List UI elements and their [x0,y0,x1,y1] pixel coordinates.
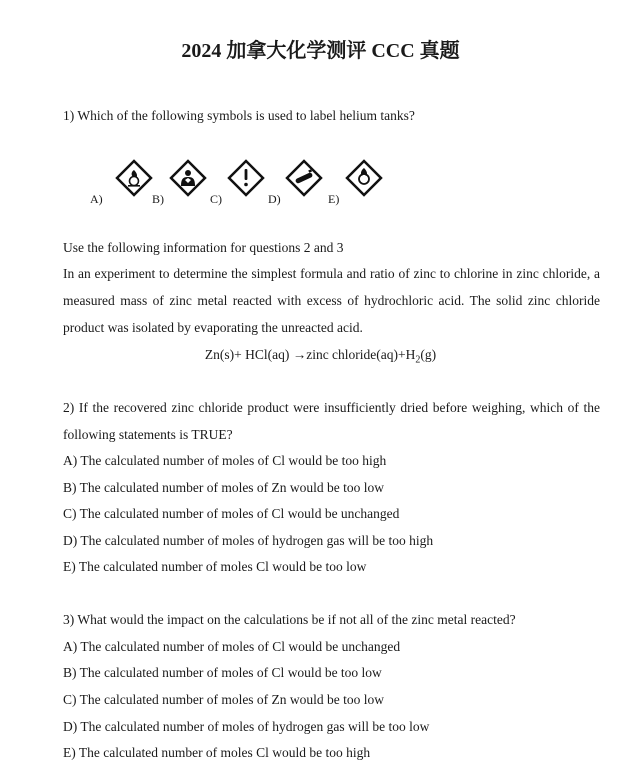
gas-cylinder-icon[interactable] [284,158,324,198]
option-d-label: D) [268,192,281,206]
question-1-stem: 1) Which of the following symbols is used to label helium tanks? [63,108,415,123]
flame-over-circle-icon[interactable] [114,158,150,194]
option-a-label: A) [90,192,103,206]
option-e-label: E) [328,192,340,206]
equation-end: (g) [420,347,437,362]
hazard-symbol-row [88,158,408,206]
equation-main: Zn(s)+ HCl(aq) →zinc chloride(aq)+H [204,347,416,362]
info-paragraph-line-2: measured mass of zinc metal reacted with excess of hydrochloric acid. The solid zinc chloride [63,293,600,308]
question-2-option-a[interactable]: A) The calculated number of moles of Cl would be too high [63,453,387,468]
question-2-stem-line-2: following statements is TRUE? [63,427,233,442]
question-2-stem-line-1: 2) If the recovered zinc chloride product were insufficiently dried before weighing, which of the [63,400,600,415]
question-3-option-c[interactable]: C) The calculated number of moles of Zn would be too low [63,692,385,707]
info-intro: Use the following information for questions 2 and 3 [63,240,344,255]
option-c-label: C) [210,192,222,206]
exclamation-icon[interactable] [226,158,266,198]
question-2-option-e[interactable]: E) The calculated number of moles Cl would be too low [63,559,367,574]
equation-subscript: 2 [415,354,421,366]
page-title: 2024 加拿大化学测评 CCC 真题 [181,40,460,62]
option-b-label: B) [152,192,164,206]
question-2-option-d[interactable]: D) The calculated number of moles of hydrogen gas will be too high [63,533,434,548]
question-3-stem: 3) What would the impact on the calculations be if not all of the zinc metal reacted? [63,612,516,627]
question-2-option-c[interactable]: C) The calculated number of moles of Cl would be unchanged [63,506,400,521]
health-hazard-icon[interactable] [168,158,208,198]
info-paragraph-line-3: product was isolated by evaporating the unreacted acid. [63,320,363,335]
question-3-option-e[interactable]: E) The calculated number of moles Cl would be too high [63,745,371,760]
oxidizer-icon[interactable] [344,158,384,198]
reaction-equation [0,347,641,366]
question-3-option-a[interactable]: A) The calculated number of moles of Cl would be unchanged [63,639,401,654]
question-2-option-b[interactable]: B) The calculated number of moles of Zn would be too low [63,480,385,495]
info-paragraph-line-1: In an experiment to determine the simplest formula and ratio of zinc to chlorine in zinc chloride, a [63,266,600,281]
question-3-option-b[interactable]: B) The calculated number of moles of Cl would be too low [63,665,382,680]
question-3-option-d[interactable]: D) The calculated number of moles of hydrogen gas will be too low [63,719,430,734]
